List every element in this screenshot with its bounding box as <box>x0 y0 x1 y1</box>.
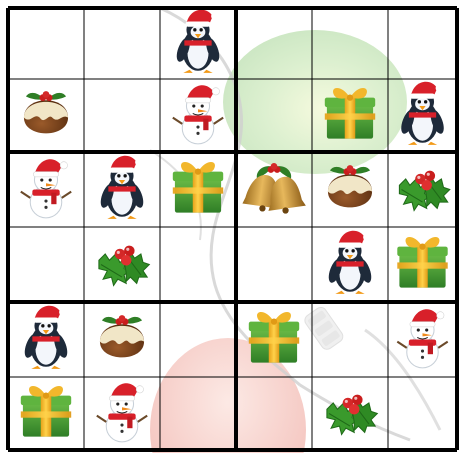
empty-cell-r5c3[interactable] <box>160 302 236 377</box>
empty-cell-r1c4[interactable] <box>236 8 312 79</box>
empty-cell-r4c3[interactable] <box>160 227 236 302</box>
empty-cell-r1c1[interactable] <box>8 8 84 79</box>
empty-cell-r4c1[interactable] <box>8 227 84 302</box>
empty-cell-r6c3[interactable] <box>160 377 236 450</box>
empty-cell-r1c6[interactable] <box>388 8 457 79</box>
pudding-icon <box>100 315 144 357</box>
sudoku-cells <box>8 8 457 450</box>
empty-cell-r1c2[interactable] <box>84 8 160 79</box>
empty-cell-r1c5[interactable] <box>312 8 388 79</box>
empty-cell-r2c2[interactable] <box>84 79 160 152</box>
empty-cell-r4c4[interactable] <box>236 227 312 302</box>
empty-cell-r5c5[interactable] <box>312 302 388 377</box>
pudding-icon <box>24 91 68 133</box>
empty-cell-r6c4[interactable] <box>236 377 312 450</box>
pudding-icon <box>328 165 372 207</box>
empty-cell-r2c4[interactable] <box>236 79 312 152</box>
empty-cell-r6c6[interactable] <box>388 377 457 450</box>
